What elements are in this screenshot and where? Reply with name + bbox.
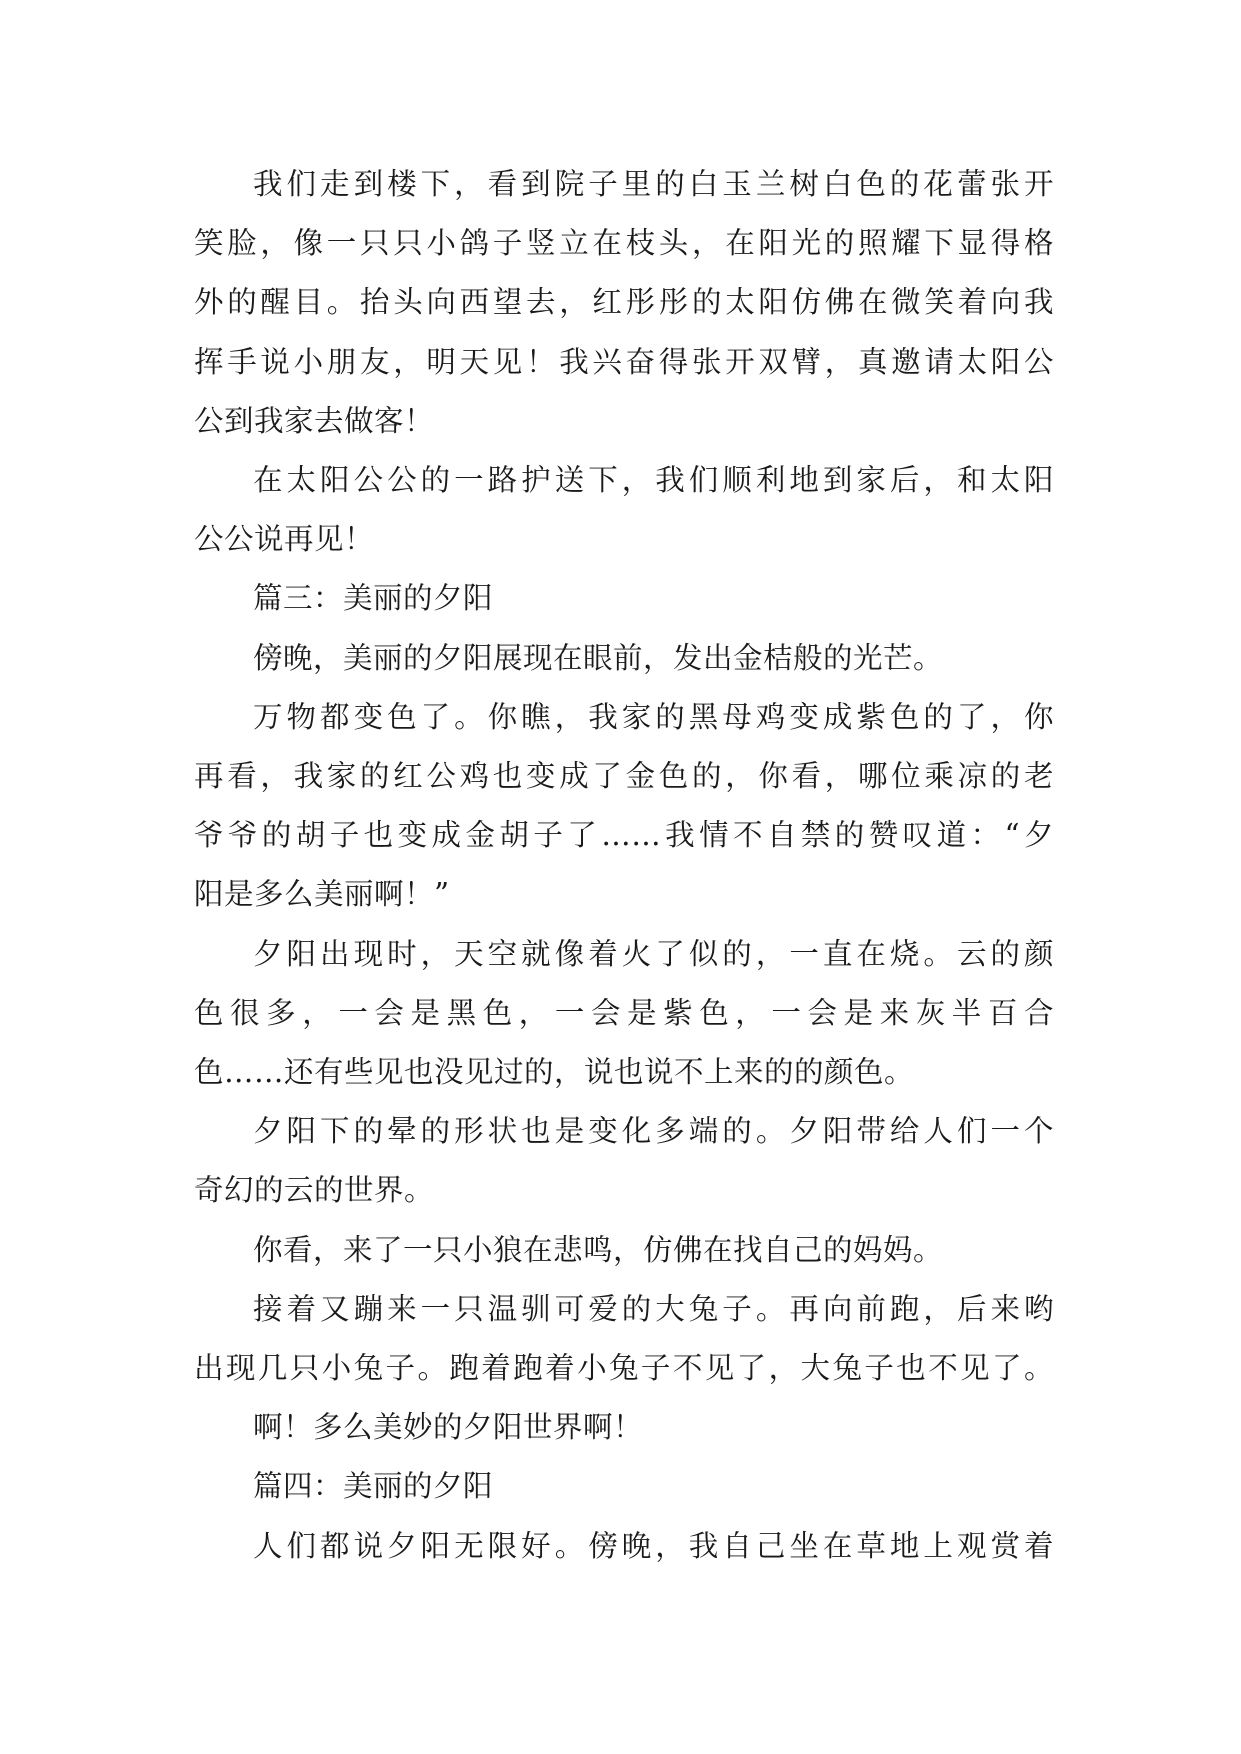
text-line: 阳是多么美丽啊！” (194, 877, 450, 912)
text-line: 夕阳下的晕的形状也是变化多端的。夕阳带给人们一个 (253, 1114, 1054, 1149)
paragraph (194, 629, 1054, 688)
text-line: 挥手说小朋友，明天见！我兴奋得张开双臂，真邀请太阳公 (194, 344, 1054, 379)
text-line: 色……还有些见也没见过的，说也说不上来的的颜色。 (194, 1055, 915, 1090)
text-line: 爷爷的胡子也变成金胡子了……我情不自禁的赞叹道：“夕 (194, 818, 1054, 853)
paragraph (194, 1517, 1054, 1576)
text-line: 啊！多么美妙的夕阳世界啊！ (253, 1410, 644, 1445)
paragraph (194, 925, 1054, 1103)
paragraph (194, 688, 1054, 925)
paragraph (194, 1457, 1054, 1516)
paragraph (194, 1221, 1054, 1280)
text-line: 公到我家去做客！ (194, 403, 435, 438)
text-line: 笑脸，像一只只小鸽子竖立在枝头，在阳光的照耀下显得格 (194, 226, 1054, 261)
text-line: 色很多，一会是黑色，一会是紫色，一会是来灰半百合 (194, 995, 1054, 1030)
text-line: 再看，我家的红公鸡也变成了金色的，你看，哪位乘凉的老 (194, 759, 1054, 794)
text-line: 接着又蹦来一只温驯可爱的大兔子。再向前跑，后来哟 (253, 1291, 1054, 1326)
paragraph (194, 155, 1054, 451)
text-line: 在太阳公公的一路护送下，我们顺利地到家后，和太阳 (253, 463, 1054, 498)
text-line: 外的醒目。抬头向西望去，红彤彤的太阳仿佛在微笑着向我 (194, 285, 1054, 320)
paragraph (194, 1280, 1054, 1398)
text-line: 人们都说夕阳无限好。傍晚，我自己坐在草地上观赏着 (253, 1528, 1054, 1563)
text-line: 奇幻的云的世界。 (194, 1173, 435, 1208)
text-line: 万物都变色了。你瞧，我家的黑母鸡变成紫色的了，你 (253, 699, 1054, 734)
text-line: 公公说再见！ (194, 522, 375, 557)
text-line: 傍晚，美丽的夕阳展现在眼前，发出金桔般的光芒。 (253, 640, 944, 675)
paragraph (194, 1398, 1054, 1457)
text-line: 你看，来了一只小狼在悲鸣，仿佛在找自己的妈妈。 (253, 1232, 944, 1267)
text-line: 夕阳出现时，天空就像着火了似的，一直在烧。云的颜 (253, 936, 1054, 971)
text-line: 篇四：美丽的夕阳 (253, 1469, 494, 1504)
document-body (194, 155, 1054, 1576)
text-line: 出现几只小兔子。跑着跑着小兔子不见了，大兔子也不见了。 (194, 1351, 1054, 1386)
text-line: 我们走到楼下，看到院子里的白玉兰树白色的花蕾张开 (253, 167, 1054, 201)
paragraph (194, 569, 1054, 628)
paragraph (194, 1102, 1054, 1220)
text-line: 篇三：美丽的夕阳 (253, 581, 494, 616)
paragraph (194, 451, 1054, 569)
